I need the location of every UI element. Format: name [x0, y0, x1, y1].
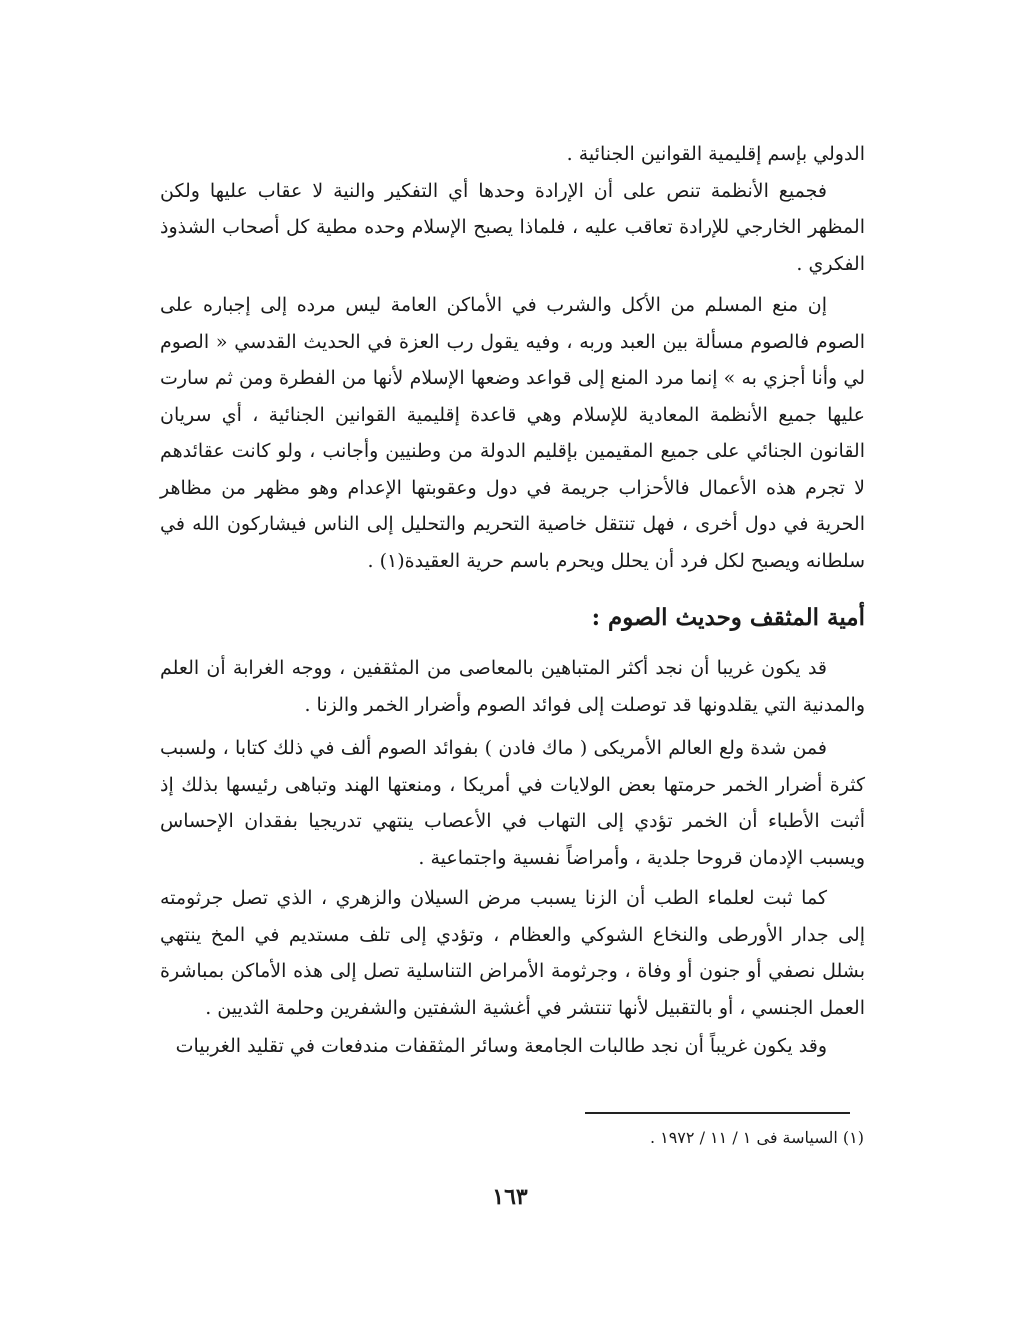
paragraph: كما ثبت لعلماء الطب أن الزنا يسبب مرض السيلان والزهري ، الذي تصل جرثومته إلى جدار الأورطى والنخاع الشوكي والعظام ، وتؤدي إلى تلف مستديم في المخ ينتهي بشلل نصفي أو جنون أو وفاة ، وجرثومة الأمراض التناسلية تصل إلى هذه الأماكن بمباشرة العمل الجنسي ، أو بالتقبيل لأنها تنتشر في أغشية الشفتين والشفرين وحلمة الثديين . — [160, 887, 865, 1019]
body-paragraph-group — [160, 730, 865, 876]
body-paragraph-group — [160, 1028, 865, 1065]
footnote: (١) السياسة فى ١ / ١١ / ١٩٧٢ . — [649, 1128, 864, 1147]
paragraph: فجميع الأنظمة تنص على أن الإرادة وحدها أي التفكير والنية لا عقاب عليها ولكن المظهر الخارجي للإرادة تعاقب عليه ، فلماذا يصبح الإسلام وحده مطية كل أصحاب الشذوذ الفكري . — [160, 179, 865, 275]
body-paragraph-group — [160, 287, 865, 579]
body-paragraph-group — [160, 880, 865, 1026]
paragraph: إن منع المسلم من الأكل والشرب في الأماكن العامة ليس مرده إلى إجباره على الصوم فالصوم مسألة بين العبد وربه ، وفيه يقول رب العزة في الحديث القدسي « الصوم لي وأنا أجزي به » إنما مرد المنع إلى قواعد وضعها الإسلام لأنها من الفطرة ومن ثم سارت عليها جميع الأنظمة المعادية للإسلام وهي قاعدة إقليمية القوانين الجنائية ، أي سريان القانون الجنائي على جميع المقيمين بإقليم الدولة من وطنيين وأجانب ، ولو كانت عقائدهم لا تجرم هذه الأعمال فالأحزاب جريمة في دول وعقوبتها الإعدام وهو مظهر من مظاهر الحرية في دول أخرى ، فهل تنتقل خاصية التحريم والتحليل إلى الناس فيشاركون الله في سلطانه ويصبح لكل فرد أن يحلل ويحرم باسم حرية العقيدة(١) . — [160, 294, 865, 572]
footnote-divider — [585, 1112, 850, 1114]
paragraph: قد يكون غريبا أن نجد أكثر المتباهين بالمعاصى من المثقفين ، ووجه الغرابة أن العلم والمدنية التي يقلدونها قد توصلت إلى فوائد الصوم وأضرار الخمر والزنا . — [160, 657, 865, 716]
paragraph: وقد يكون غريباً أن نجد طالبات الجامعة وسائر المثقفات مندفعات في تقليد الغربيات — [175, 1035, 827, 1057]
paragraph-continuation: الدولي بإسم إقليمية القوانين الجنائية . — [566, 143, 865, 165]
paragraph: فمن شدة ولع العالم الأمريكى ( ماك فادن ) بفوائد الصوم ألف في ذلك كتابا ، ولسبب كثرة أضرار الخمر حرمتها بعض الولايات في أمريكا ، ومنعتها الهند وتباهى رئيسها بذلك إذ أثبت الأطباء أن الخمر تؤدي إلى التهاب في الأعصاب ينتهي تدريجيا بفقدان الإحساس ويسبب الإدمان قروحا جلدية ، وأمراضاً نفسية واجتماعية . — [160, 737, 865, 869]
page-number: ١٦٣ — [492, 1184, 528, 1210]
body-paragraph-group — [160, 136, 865, 282]
section-heading: أمية المثقف وحديث الصوم : — [591, 604, 865, 631]
body-paragraph-group — [160, 650, 865, 723]
